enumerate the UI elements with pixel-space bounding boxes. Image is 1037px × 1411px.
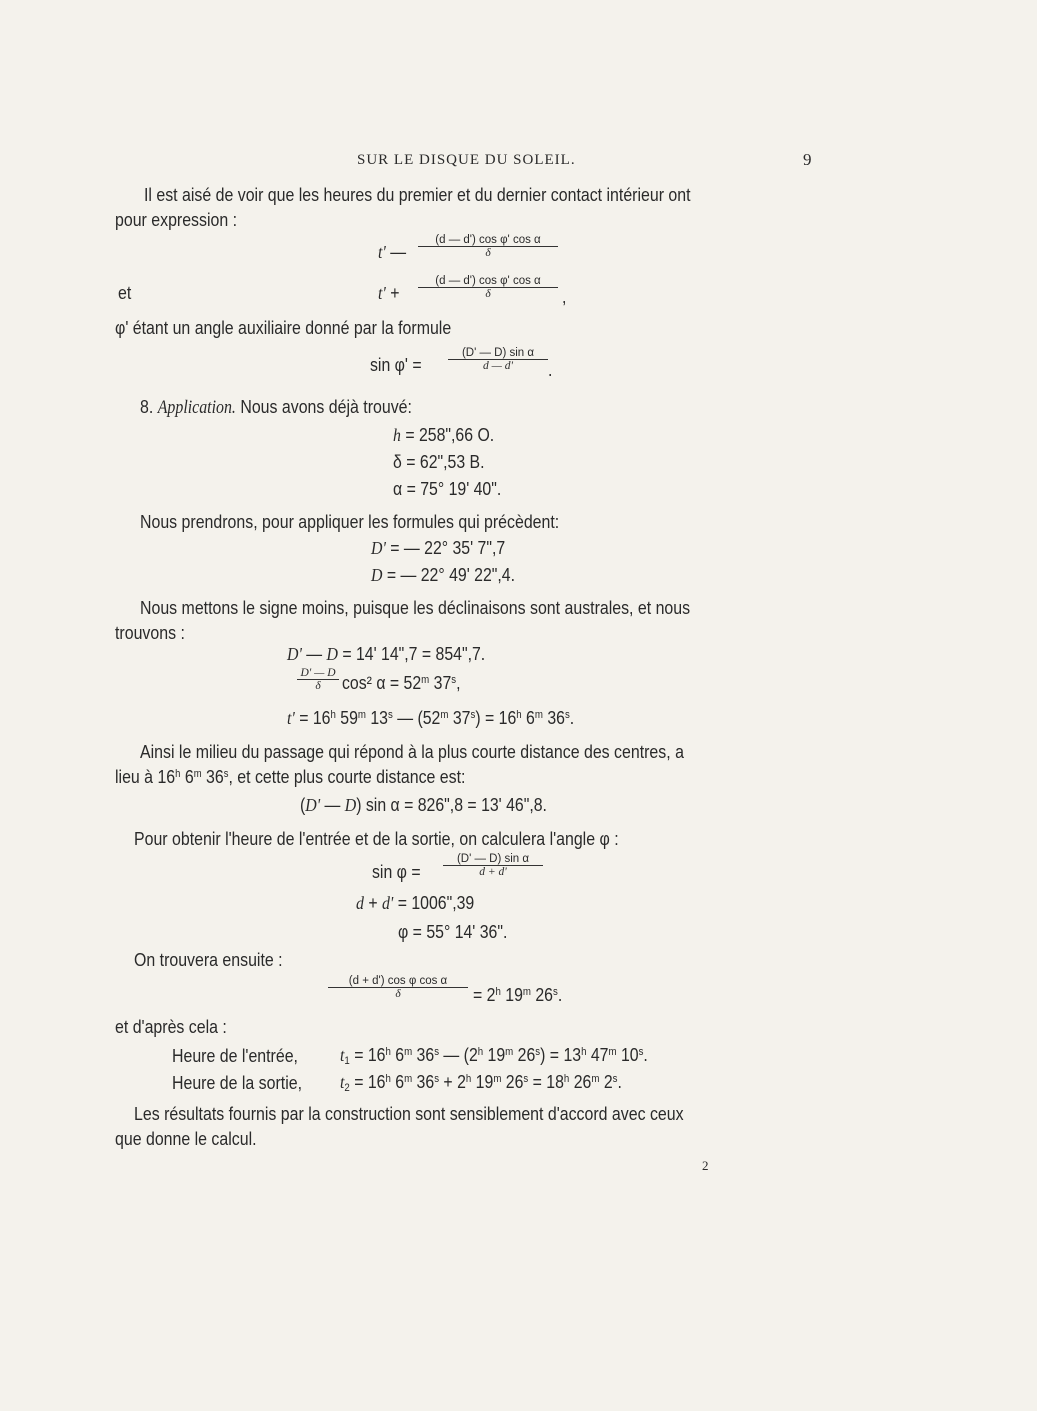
eq-value: = — 22° 35' 7",7 bbox=[390, 538, 506, 558]
fraction-sin-phi bbox=[443, 853, 543, 878]
fraction-denominator: δ bbox=[395, 988, 401, 1000]
fraction-sin bbox=[448, 347, 548, 372]
text-et: et bbox=[118, 282, 132, 303]
eq-h: h = 258",66 O. bbox=[393, 425, 495, 445]
eq-value: = 14' 14",7 = 854",7. bbox=[342, 644, 486, 664]
eq-t-prime: $t' = 16^h$ 59$^m$ 13$^s$ — (52$^m$ $37^s) = 16^h$ 6$^m$ 36$^s$. bbox=[287, 708, 575, 728]
eq-value: = 62",53 B. bbox=[406, 452, 485, 472]
eq-D-diff: D' — D = 14' 14",7 = 854",7. bbox=[287, 644, 486, 664]
fraction-denominator: δ bbox=[485, 247, 491, 259]
heure-entree-label: Heure de l'entrée, bbox=[172, 1045, 298, 1066]
fraction-denominator: δ bbox=[297, 679, 339, 692]
text-line: Il est aisé de voir que les heures du premier et du dernier contact intérieur ont bbox=[144, 184, 691, 205]
page-number: 9 bbox=[803, 150, 813, 169]
eq-heure-sortie: $t_2 = 16^h$ 6$^m$ $36^s + 2^h$ 19$^m$ $26^s = 18^h$ 26$^m$ 2$^s$. bbox=[340, 1072, 622, 1094]
fraction-denominator: d — d' bbox=[483, 360, 513, 372]
eq-value: = — 22° 49' 22",4. bbox=[386, 565, 516, 585]
text-line: Pour obtenir l'heure de l'entrée et de la sortie, on calculera l'angle φ : bbox=[134, 828, 619, 849]
text-line: φ' étant un angle auxiliaire donné par la formule bbox=[115, 317, 452, 338]
eq-alpha: α = 75° 19' 40". bbox=[393, 479, 502, 499]
text-line: Les résultats fournis par la construction sont sensiblement d'accord avec ceux bbox=[134, 1103, 684, 1124]
eq-D-prime: D' = — 22° 35' 7",7 bbox=[371, 538, 506, 558]
fraction-numerator: (D' — D) sin α bbox=[443, 853, 543, 866]
fraction-numerator: (D' — D) sin α bbox=[448, 347, 548, 360]
formula-t-prime: t' — bbox=[378, 242, 407, 262]
eq-value: sin α = 826",8 = 13' 46",8. bbox=[365, 795, 547, 815]
eq-value: = 75° 19' 40". bbox=[406, 479, 502, 499]
formula-sin-phi: sin φ = bbox=[372, 862, 421, 882]
eq-cos: cos² $\alpha = 52^m$ 37$^s$, bbox=[342, 673, 461, 693]
eq-heure-entree: $t_1 = 16^h$ 6$^m$ 36$^s$ — (2$^h$ 19$^m$ $26^s) = 13^h$ 47$^m$ 10$^s$. bbox=[340, 1045, 648, 1067]
fraction-numerator: (d + d') cos φ cos α bbox=[328, 975, 468, 988]
signature-mark: 2 bbox=[702, 1158, 709, 1173]
text-line: pour expression : bbox=[115, 209, 238, 230]
text-line: lieu à 16$^h$ 6$^m$ 36$^s$, et cette plus courte distance est: bbox=[115, 766, 466, 787]
formula-sin-phi-prime: sin φ' = bbox=[370, 355, 422, 375]
text-line: Nous mettons le signe moins, puisque les déclinaisons sont australes, et nous bbox=[140, 597, 691, 618]
fraction-cos bbox=[297, 667, 339, 692]
fraction-numerator: (d — d') cos φ' cos α bbox=[418, 234, 558, 247]
section-application bbox=[140, 396, 412, 419]
eq-distance: (D' — D) sin α = 826",8 = 13' 46",8. bbox=[300, 795, 547, 815]
heure-sortie-label: Heure de la sortie, bbox=[172, 1072, 303, 1093]
eq-phi: φ = 55° 14' 36". bbox=[398, 922, 508, 942]
period: . bbox=[548, 360, 553, 380]
text-fragment: , et cette plus courte distance est: bbox=[228, 766, 466, 787]
fraction-denominator: d + d' bbox=[479, 866, 507, 878]
fraction-2 bbox=[418, 275, 558, 300]
eq-delta: δ = 62",53 B. bbox=[393, 452, 485, 472]
eq-d-sum: d + d' = 1006",39 bbox=[356, 893, 475, 913]
section-text: Nous avons déjà trouvé: bbox=[240, 396, 412, 417]
text-line: trouvons : bbox=[115, 622, 185, 643]
eq-D: D = — 22° 49' 22",4. bbox=[371, 565, 516, 585]
text-fragment: lieu à 16 bbox=[115, 766, 176, 787]
section-number: 8. bbox=[140, 396, 154, 417]
text-line: On trouvera ensuite : bbox=[134, 949, 283, 970]
fraction-ensuite bbox=[328, 975, 468, 1000]
eq-value: = 1006",39 bbox=[397, 893, 475, 913]
eq-value: = 258",66 O. bbox=[405, 425, 495, 445]
eq-ensuite: = $2^h$ 19$^m$ 26$^s$. bbox=[473, 985, 563, 1005]
fraction-numerator: D' — D bbox=[300, 667, 336, 679]
comma: , bbox=[562, 287, 567, 307]
fraction-1 bbox=[418, 234, 558, 259]
running-header: SUR LE DISQUE DU SOLEIL. bbox=[357, 152, 576, 168]
fraction-numerator: (d — d') cos φ' cos α bbox=[418, 275, 558, 288]
section-title: Application. bbox=[157, 398, 236, 418]
text-line: Ainsi le milieu du passage qui répond à la plus courte distance des centres, a bbox=[140, 741, 684, 762]
eq-value: = 55° 14' 36". bbox=[412, 922, 508, 942]
text-line: Nous prendrons, pour appliquer les formules qui précèdent: bbox=[140, 511, 560, 532]
fraction-denominator: δ bbox=[485, 288, 491, 300]
text-line: et d'après cela : bbox=[115, 1016, 227, 1037]
formula-t-prime-plus: t' + bbox=[378, 283, 400, 303]
text-line: que donne le calcul. bbox=[115, 1128, 257, 1149]
